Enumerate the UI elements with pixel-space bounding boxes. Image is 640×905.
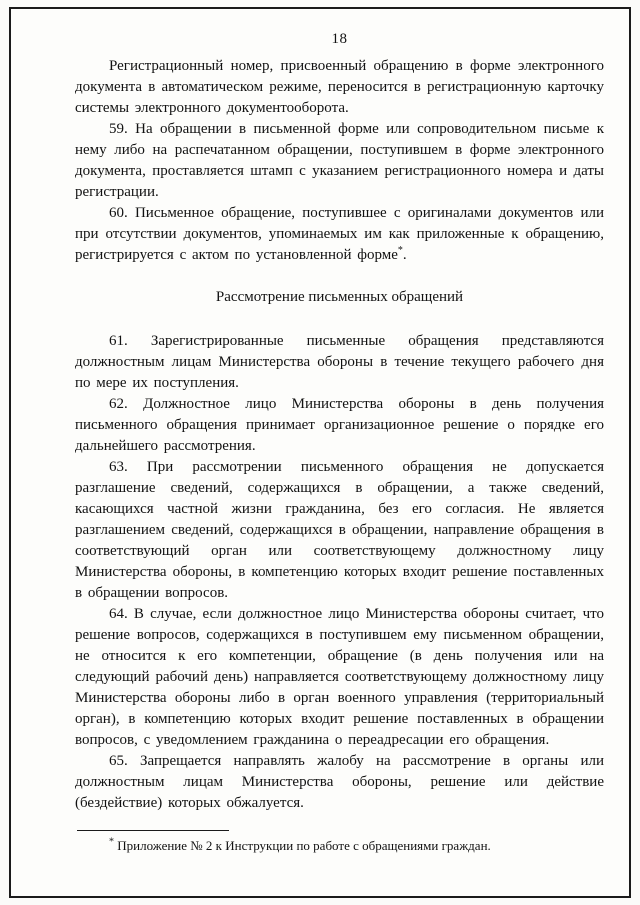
paragraph-60-text: 60. Письменное обращение, поступившее с оригиналами документов или при отсутствии документов, упоминаемых им как приложенные к обращению, регистрируется с актом по установленной форме xyxy=(75,205,604,263)
paragraph-59: 59. На обращении в письменной форме или сопроводительном письме к нему либо на распечатанном обращении, поступившем в форме электронного документа, проставляется штамп с указанием регистрационного номера и даты регистрации. xyxy=(75,121,604,200)
footnote-block xyxy=(75,830,604,854)
paragraph-64: 64. В случае, если должностное лицо Министерства обороны считает, что решение вопросов, содержащихся в поступившем ему письменном обращении, не относится к его компетенции, обращение (в день получения или на следующий рабочий день) направляется соответствующему должностному лицу Министерства обороны либо в орган военного управления (территориальный орган), в компетенцию которых входит решение поставленных в обращении вопросов, с уведомлением гражданина о переадресации его обращения. xyxy=(75,606,604,748)
footnote-reference-marker: * xyxy=(397,245,403,256)
paragraph-65: 65. Запрещается направлять жалобу на рассмотрение в органы или должностным лицам Министерства обороны, решение или действие (бездействие) которых обжалуется. xyxy=(75,753,604,811)
page-number: 18 xyxy=(331,31,348,47)
paragraph-61: 61. Зарегистрированные письменные обращения представляются должностным лицам Министерства обороны в течение текущего рабочего дня по мере их поступления. xyxy=(75,333,604,391)
paragraph-63: 63. При рассмотрении письменного обращения не допускается разглашение сведений, содержащихся в обращении, а также сведений, касающихся частной жизни гражданина, без его согласия. Не является разглашением сведений, содержащихся в обращении, направление обращения в соответствующий орган или соответствующему должностному лицу Министерства обороны, в компетенцию которых входит решение поставленных в обращении вопросов. xyxy=(75,459,604,601)
paragraph-60 xyxy=(75,203,604,266)
paragraph-62: 62. Должностное лицо Министерства обороны в день получения письменного обращения принимает организационное решение о порядке его дальнейшего рассмотрения. xyxy=(75,396,604,454)
paragraph-60-tail: . xyxy=(402,247,407,263)
section-heading: Рассмотрение письменных обращений xyxy=(215,289,464,305)
document-page xyxy=(9,7,631,898)
footnote-text: Приложение № 2 к Инструкции по работе с обращениями граждан. xyxy=(117,838,491,853)
footnote-separator xyxy=(77,830,229,831)
paragraph-intro: Регистрационный номер, присвоенный обращению в форме электронного документа в автоматическом режиме, переносится в регистрационную карточку системы электронного документооборота. xyxy=(75,58,604,116)
footnote xyxy=(75,837,604,854)
footnote-marker: * xyxy=(109,836,114,848)
